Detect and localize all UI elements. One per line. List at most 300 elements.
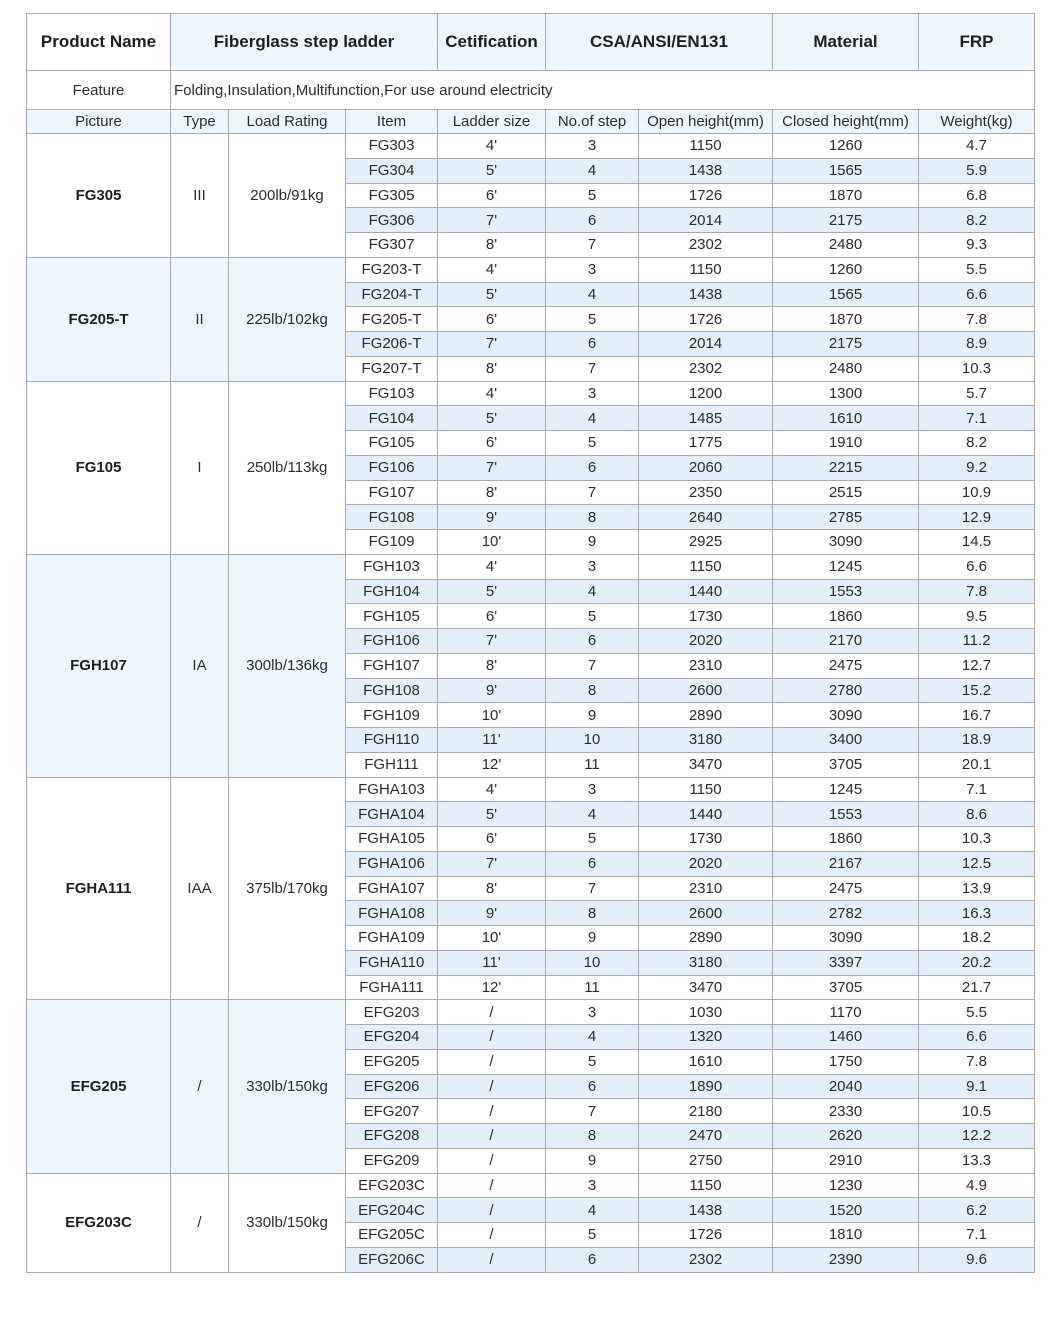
ladder-size-cell: / (438, 1074, 546, 1099)
closed-height-cell: 1860 (773, 604, 919, 629)
item-cell: FGH110 (346, 728, 438, 753)
ladder-size-cell: / (438, 1049, 546, 1074)
item-cell: FG106 (346, 455, 438, 480)
weight-cell: 16.3 (919, 901, 1035, 926)
step-count-cell: 7 (546, 480, 639, 505)
ladder-size-cell: / (438, 1124, 546, 1149)
closed-height-cell: 2175 (773, 332, 919, 357)
weight-cell: 10.5 (919, 1099, 1035, 1124)
closed-height-cell: 2390 (773, 1247, 919, 1272)
step-count-cell: 7 (546, 653, 639, 678)
open-height-cell: 1438 (639, 1198, 773, 1223)
weight-cell: 7.1 (919, 406, 1035, 431)
weight-cell: 7.8 (919, 1049, 1035, 1074)
item-cell: FGH105 (346, 604, 438, 629)
ladder-size-cell: 7' (438, 332, 546, 357)
open-height-cell: 1200 (639, 381, 773, 406)
item-cell: FGHA106 (346, 851, 438, 876)
open-height-cell: 2310 (639, 876, 773, 901)
step-count-cell: 4 (546, 282, 639, 307)
weight-cell: 9.5 (919, 604, 1035, 629)
item-cell: FG105 (346, 431, 438, 456)
table-row (27, 381, 1035, 406)
open-height-cell: 1440 (639, 802, 773, 827)
open-height-cell: 1320 (639, 1025, 773, 1050)
ladder-size-cell: 5' (438, 579, 546, 604)
step-count-cell: 11 (546, 752, 639, 777)
ladder-size-cell: 7' (438, 455, 546, 480)
weight-cell: 10.9 (919, 480, 1035, 505)
column-header: Item (346, 110, 438, 134)
ladder-size-cell: / (438, 1025, 546, 1050)
type-cell: II (171, 257, 229, 381)
item-cell: FG206-T (346, 332, 438, 357)
item-cell: FG203-T (346, 257, 438, 282)
item-cell: EFG203C (346, 1173, 438, 1198)
weight-cell: 8.2 (919, 208, 1035, 233)
step-count-cell: 8 (546, 901, 639, 926)
weight-cell: 18.2 (919, 926, 1035, 951)
item-cell: FGH109 (346, 703, 438, 728)
closed-height-cell: 1300 (773, 381, 919, 406)
step-count-cell: 5 (546, 183, 639, 208)
closed-height-cell: 1245 (773, 777, 919, 802)
open-height-cell: 1485 (639, 406, 773, 431)
step-count-cell: 10 (546, 728, 639, 753)
weight-cell: 4.7 (919, 134, 1035, 159)
step-count-cell: 6 (546, 455, 639, 480)
open-height-cell: 1775 (639, 431, 773, 456)
ladder-size-cell: / (438, 1198, 546, 1223)
column-header: No.of step (546, 110, 639, 134)
type-cell: III (171, 134, 229, 258)
weight-cell: 20.1 (919, 752, 1035, 777)
closed-height-cell: 1553 (773, 802, 919, 827)
ladder-size-cell: 10' (438, 703, 546, 728)
item-cell: EFG205 (346, 1049, 438, 1074)
weight-cell: 9.6 (919, 1247, 1035, 1272)
ladder-size-cell: / (438, 1173, 546, 1198)
column-header: Closed height(mm) (773, 110, 919, 134)
table-row (27, 554, 1035, 579)
closed-height-cell: 1460 (773, 1025, 919, 1050)
weight-cell: 6.8 (919, 183, 1035, 208)
item-cell: EFG204 (346, 1025, 438, 1050)
closed-height-cell: 2040 (773, 1074, 919, 1099)
weight-cell: 7.1 (919, 777, 1035, 802)
ladder-size-cell: 9' (438, 901, 546, 926)
item-cell: FG305 (346, 183, 438, 208)
table-row (27, 134, 1035, 159)
weight-cell: 18.9 (919, 728, 1035, 753)
step-count-cell: 9 (546, 703, 639, 728)
closed-height-cell: 1520 (773, 1198, 919, 1223)
type-cell: I (171, 381, 229, 554)
header-row (27, 14, 1035, 71)
closed-height-cell: 2475 (773, 653, 919, 678)
column-header: Type (171, 110, 229, 134)
closed-height-cell: 2785 (773, 505, 919, 530)
ladder-size-cell: 10' (438, 530, 546, 555)
item-cell: FG103 (346, 381, 438, 406)
closed-height-cell: 2620 (773, 1124, 919, 1149)
open-height-cell: 1726 (639, 183, 773, 208)
column-header: Ladder size (438, 110, 546, 134)
open-height-cell: 2302 (639, 356, 773, 381)
closed-height-cell: 1910 (773, 431, 919, 456)
step-count-cell: 3 (546, 134, 639, 159)
type-cell: / (171, 1000, 229, 1173)
ladder-size-cell: 5' (438, 802, 546, 827)
item-cell: EFG208 (346, 1124, 438, 1149)
ladder-size-cell: 12' (438, 752, 546, 777)
weight-cell: 5.7 (919, 381, 1035, 406)
item-cell: FG205-T (346, 307, 438, 332)
type-cell: IA (171, 554, 229, 777)
item-cell: FGHA111 (346, 975, 438, 1000)
weight-cell: 7.1 (919, 1223, 1035, 1248)
open-height-cell: 1030 (639, 1000, 773, 1025)
feature-value: Folding,Insulation,Multifunction,For use around electricity (171, 71, 1035, 110)
ladder-size-cell: 11' (438, 728, 546, 753)
ladder-size-cell: 4' (438, 381, 546, 406)
certification-label: Cetification (438, 14, 546, 71)
step-count-cell: 4 (546, 1198, 639, 1223)
item-cell: FGHA109 (346, 926, 438, 951)
closed-height-cell: 2910 (773, 1148, 919, 1173)
spec-table-container (26, 13, 1034, 1273)
item-cell: FG108 (346, 505, 438, 530)
closed-height-cell: 2475 (773, 876, 919, 901)
open-height-cell: 1440 (639, 579, 773, 604)
load-rating-cell: 330lb/150kg (229, 1173, 346, 1272)
item-cell: FG204-T (346, 282, 438, 307)
table-row (27, 1000, 1035, 1025)
ladder-spec-table (26, 13, 1035, 1273)
ladder-size-cell: 8' (438, 480, 546, 505)
weight-cell: 13.3 (919, 1148, 1035, 1173)
weight-cell: 6.6 (919, 282, 1035, 307)
picture-cell: FG205-T (27, 257, 171, 381)
ladder-size-cell: 9' (438, 505, 546, 530)
item-cell: FGH111 (346, 752, 438, 777)
load-rating-cell: 375lb/170kg (229, 777, 346, 1000)
ladder-size-cell: 8' (438, 356, 546, 381)
weight-cell: 7.8 (919, 307, 1035, 332)
open-height-cell: 3470 (639, 752, 773, 777)
step-count-cell: 5 (546, 827, 639, 852)
open-height-cell: 2302 (639, 233, 773, 258)
item-cell: FG306 (346, 208, 438, 233)
open-height-cell: 2350 (639, 480, 773, 505)
item-cell: EFG206 (346, 1074, 438, 1099)
item-cell: FG303 (346, 134, 438, 159)
closed-height-cell: 2782 (773, 901, 919, 926)
open-height-cell: 2014 (639, 332, 773, 357)
weight-cell: 9.3 (919, 233, 1035, 258)
step-count-cell: 8 (546, 1124, 639, 1149)
open-height-cell: 2014 (639, 208, 773, 233)
picture-cell: FGHA111 (27, 777, 171, 1000)
weight-cell: 4.9 (919, 1173, 1035, 1198)
open-height-cell: 1726 (639, 307, 773, 332)
closed-height-cell: 1860 (773, 827, 919, 852)
load-rating-cell: 330lb/150kg (229, 1000, 346, 1173)
closed-height-cell: 2175 (773, 208, 919, 233)
open-height-cell: 1150 (639, 1173, 773, 1198)
weight-cell: 20.2 (919, 950, 1035, 975)
ladder-size-cell: / (438, 1099, 546, 1124)
item-cell: EFG207 (346, 1099, 438, 1124)
step-count-cell: 4 (546, 158, 639, 183)
item-cell: FG304 (346, 158, 438, 183)
closed-height-cell: 2330 (773, 1099, 919, 1124)
weight-cell: 15.2 (919, 678, 1035, 703)
item-cell: FGHA110 (346, 950, 438, 975)
open-height-cell: 2180 (639, 1099, 773, 1124)
weight-cell: 9.1 (919, 1074, 1035, 1099)
open-height-cell: 1150 (639, 257, 773, 282)
material-label: Material (773, 14, 919, 71)
load-rating-cell: 200lb/91kg (229, 134, 346, 258)
weight-cell: 12.2 (919, 1124, 1035, 1149)
step-count-cell: 8 (546, 505, 639, 530)
weight-cell: 9.2 (919, 455, 1035, 480)
product-name-label: Product Name (27, 14, 171, 71)
weight-cell: 16.7 (919, 703, 1035, 728)
item-cell: EFG204C (346, 1198, 438, 1223)
ladder-size-cell: 7' (438, 851, 546, 876)
step-count-cell: 9 (546, 530, 639, 555)
open-height-cell: 2470 (639, 1124, 773, 1149)
column-header-row (27, 110, 1035, 134)
step-count-cell: 10 (546, 950, 639, 975)
item-cell: FGH108 (346, 678, 438, 703)
ladder-size-cell: 8' (438, 233, 546, 258)
open-height-cell: 1438 (639, 158, 773, 183)
closed-height-cell: 1230 (773, 1173, 919, 1198)
weight-cell: 12.9 (919, 505, 1035, 530)
step-count-cell: 3 (546, 777, 639, 802)
weight-cell: 8.2 (919, 431, 1035, 456)
ladder-size-cell: 6' (438, 183, 546, 208)
closed-height-cell: 2167 (773, 851, 919, 876)
closed-height-cell: 3090 (773, 926, 919, 951)
item-cell: FG107 (346, 480, 438, 505)
load-rating-cell: 225lb/102kg (229, 257, 346, 381)
open-height-cell: 2020 (639, 851, 773, 876)
step-count-cell: 6 (546, 1247, 639, 1272)
ladder-size-cell: 8' (438, 876, 546, 901)
item-cell: EFG206C (346, 1247, 438, 1272)
ladder-size-cell: 10' (438, 926, 546, 951)
item-cell: EFG209 (346, 1148, 438, 1173)
open-height-cell: 1150 (639, 554, 773, 579)
closed-height-cell: 1750 (773, 1049, 919, 1074)
closed-height-cell: 3400 (773, 728, 919, 753)
open-height-cell: 2750 (639, 1148, 773, 1173)
column-header: Load Rating (229, 110, 346, 134)
step-count-cell: 4 (546, 406, 639, 431)
item-cell: EFG205C (346, 1223, 438, 1248)
item-cell: FGHA104 (346, 802, 438, 827)
step-count-cell: 5 (546, 307, 639, 332)
step-count-cell: 7 (546, 233, 639, 258)
step-count-cell: 4 (546, 1025, 639, 1050)
step-count-cell: 8 (546, 678, 639, 703)
closed-height-cell: 3705 (773, 752, 919, 777)
weight-cell: 6.2 (919, 1198, 1035, 1223)
weight-cell: 7.8 (919, 579, 1035, 604)
weight-cell: 6.6 (919, 1025, 1035, 1050)
open-height-cell: 2925 (639, 530, 773, 555)
weight-cell: 21.7 (919, 975, 1035, 1000)
open-height-cell: 2060 (639, 455, 773, 480)
ladder-size-cell: 7' (438, 208, 546, 233)
ladder-size-cell: 8' (438, 653, 546, 678)
weight-cell: 12.5 (919, 851, 1035, 876)
material-value: FRP (919, 14, 1035, 71)
closed-height-cell: 1170 (773, 1000, 919, 1025)
picture-cell: FG305 (27, 134, 171, 258)
table-row (27, 257, 1035, 282)
weight-cell: 10.3 (919, 827, 1035, 852)
step-count-cell: 6 (546, 851, 639, 876)
open-height-cell: 1730 (639, 604, 773, 629)
product-name-value: Fiberglass step ladder (171, 14, 438, 71)
item-cell: FG207-T (346, 356, 438, 381)
weight-cell: 13.9 (919, 876, 1035, 901)
step-count-cell: 4 (546, 802, 639, 827)
ladder-size-cell: 4' (438, 777, 546, 802)
closed-height-cell: 1553 (773, 579, 919, 604)
load-rating-cell: 300lb/136kg (229, 554, 346, 777)
open-height-cell: 3180 (639, 728, 773, 753)
closed-height-cell: 3705 (773, 975, 919, 1000)
weight-cell: 8.6 (919, 802, 1035, 827)
closed-height-cell: 1565 (773, 158, 919, 183)
step-count-cell: 9 (546, 926, 639, 951)
table-row (27, 1173, 1035, 1198)
open-height-cell: 2600 (639, 901, 773, 926)
closed-height-cell: 1610 (773, 406, 919, 431)
weight-cell: 5.5 (919, 257, 1035, 282)
ladder-size-cell: 5' (438, 158, 546, 183)
step-count-cell: 6 (546, 332, 639, 357)
open-height-cell: 1730 (639, 827, 773, 852)
ladder-size-cell: 9' (438, 678, 546, 703)
item-cell: FGHA105 (346, 827, 438, 852)
column-header: Picture (27, 110, 171, 134)
ladder-size-cell: 11' (438, 950, 546, 975)
weight-cell: 10.3 (919, 356, 1035, 381)
weight-cell: 12.7 (919, 653, 1035, 678)
table-row (27, 777, 1035, 802)
closed-height-cell: 2480 (773, 233, 919, 258)
ladder-size-cell: 5' (438, 282, 546, 307)
ladder-size-cell: / (438, 1247, 546, 1272)
step-count-cell: 3 (546, 381, 639, 406)
step-count-cell: 3 (546, 1173, 639, 1198)
ladder-size-cell: / (438, 1148, 546, 1173)
ladder-size-cell: 5' (438, 406, 546, 431)
open-height-cell: 1150 (639, 777, 773, 802)
closed-height-cell: 1245 (773, 554, 919, 579)
closed-height-cell: 2215 (773, 455, 919, 480)
item-cell: EFG203 (346, 1000, 438, 1025)
item-cell: FGH103 (346, 554, 438, 579)
weight-cell: 5.9 (919, 158, 1035, 183)
closed-height-cell: 3090 (773, 530, 919, 555)
open-height-cell: 1726 (639, 1223, 773, 1248)
step-count-cell: 5 (546, 1049, 639, 1074)
feature-row (27, 71, 1035, 110)
closed-height-cell: 2780 (773, 678, 919, 703)
item-cell: FG109 (346, 530, 438, 555)
closed-height-cell: 2515 (773, 480, 919, 505)
item-cell: FG307 (346, 233, 438, 258)
closed-height-cell: 2170 (773, 629, 919, 654)
open-height-cell: 2310 (639, 653, 773, 678)
ladder-size-cell: / (438, 1000, 546, 1025)
open-height-cell: 2600 (639, 678, 773, 703)
item-cell: FGH104 (346, 579, 438, 604)
picture-cell: FG105 (27, 381, 171, 554)
weight-cell: 5.5 (919, 1000, 1035, 1025)
picture-cell: EFG205 (27, 1000, 171, 1173)
ladder-size-cell: 12' (438, 975, 546, 1000)
feature-label: Feature (27, 71, 171, 110)
step-count-cell: 7 (546, 1099, 639, 1124)
closed-height-cell: 1565 (773, 282, 919, 307)
load-rating-cell: 250lb/113kg (229, 381, 346, 554)
step-count-cell: 5 (546, 431, 639, 456)
open-height-cell: 1890 (639, 1074, 773, 1099)
step-count-cell: 5 (546, 604, 639, 629)
open-height-cell: 2640 (639, 505, 773, 530)
closed-height-cell: 3397 (773, 950, 919, 975)
ladder-size-cell: 6' (438, 431, 546, 456)
ladder-size-cell: 6' (438, 604, 546, 629)
item-cell: FGHA107 (346, 876, 438, 901)
step-count-cell: 11 (546, 975, 639, 1000)
closed-height-cell: 1810 (773, 1223, 919, 1248)
weight-cell: 8.9 (919, 332, 1035, 357)
step-count-cell: 3 (546, 1000, 639, 1025)
closed-height-cell: 3090 (773, 703, 919, 728)
ladder-size-cell: 7' (438, 629, 546, 654)
open-height-cell: 1610 (639, 1049, 773, 1074)
open-height-cell: 1438 (639, 282, 773, 307)
table-body (27, 14, 1035, 1273)
closed-height-cell: 1870 (773, 307, 919, 332)
column-header: Weight(kg) (919, 110, 1035, 134)
ladder-size-cell: 6' (438, 307, 546, 332)
open-height-cell: 3470 (639, 975, 773, 1000)
ladder-size-cell: 4' (438, 554, 546, 579)
open-height-cell: 2020 (639, 629, 773, 654)
step-count-cell: 7 (546, 356, 639, 381)
step-count-cell: 7 (546, 876, 639, 901)
item-cell: FG104 (346, 406, 438, 431)
step-count-cell: 6 (546, 208, 639, 233)
picture-cell: EFG203C (27, 1173, 171, 1272)
weight-cell: 11.2 (919, 629, 1035, 654)
picture-cell: FGH107 (27, 554, 171, 777)
step-count-cell: 9 (546, 1148, 639, 1173)
step-count-cell: 3 (546, 554, 639, 579)
type-cell: IAA (171, 777, 229, 1000)
